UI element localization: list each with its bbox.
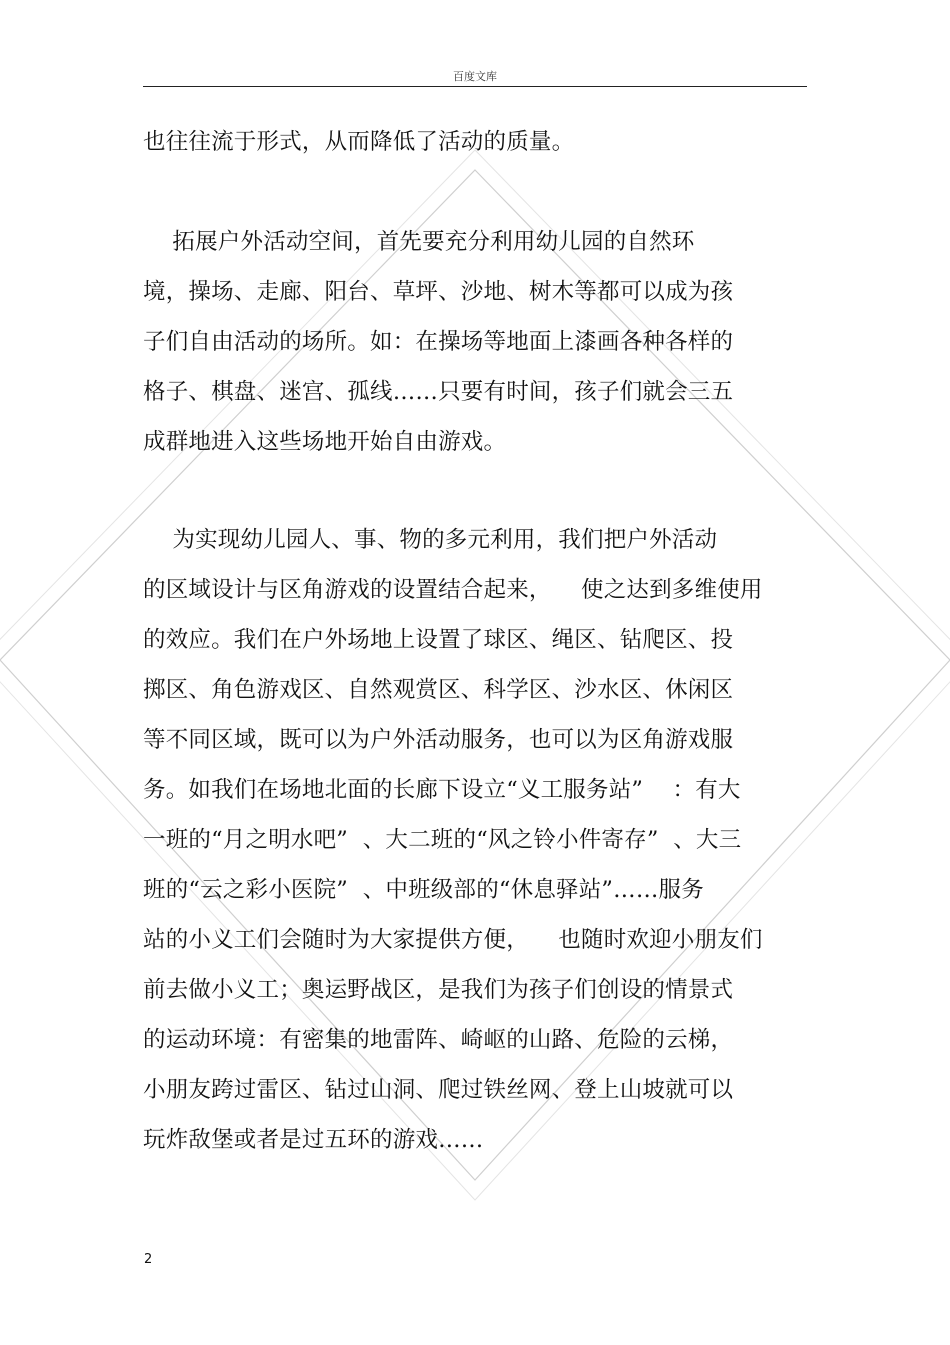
header-title: 百度文库 [453,70,497,83]
text-line: 玩炸敌堡或者是过五环的游戏…… [143,1127,484,1153]
text-line: 一班的“月之明水吧” 、大二班的“风之铃小件寄存” 、大三 [143,827,742,853]
text-line: 掷区、角色游戏区、自然观赏区、科学区、沙水区、休闲区 [143,677,734,703]
text-line: 班的“云之彩小医院” 、中班级部的“休息驿站”……服务 [143,877,704,903]
text-line: 前去做小义工；奥运野战区，是我们为孩子们创设的情景式 [143,977,734,1003]
page-number: 2 [144,1252,153,1267]
header-rule [143,86,807,87]
text-line: 成群地进入这些场地开始自由游戏。 [143,429,507,455]
text-line: 务。如我们在场地北面的长廊下设立“义工服务站” ：有大 [143,777,741,803]
text-line: 境，操场、走廊、阳台、草坪、沙地、树木等都可以成为孩 [143,279,734,305]
text-line: 拓展户外活动空间，首先要充分利用幼儿园的自然环 [143,229,695,255]
text-line: 子们自由活动的场所。如：在操场等地面上漆画各种各样的 [143,329,734,355]
text-line: 为实现幼儿园人、事、物的多元利用，我们把户外活动 [143,527,718,553]
text-line: 格子、棋盘、迷宫、孤线……只要有时间，孩子们就会三五 [143,379,734,405]
text-line: 也往往流于形式，从而降低了活动的质量。 [143,129,575,155]
text-line: 的区域设计与区角游戏的设置结合起来， 使之达到多维使用 [143,577,763,603]
text-line: 小朋友跨过雷区、钻过山洞、爬过铁丝网、登上山坡就可以 [143,1077,734,1103]
text-line: 站的小义工们会随时为大家提供方便， 也随时欢迎小朋友们 [143,927,763,953]
text-line: 等不同区域，既可以为户外活动服务，也可以为区角游戏服 [143,727,734,753]
text-line: 的效应。我们在户外场地上设置了球区、绳区、钻爬区、投 [143,627,734,653]
text-line: 的运动环境：有密集的地雷阵、崎岖的山路、危险的云梯， [143,1027,734,1053]
